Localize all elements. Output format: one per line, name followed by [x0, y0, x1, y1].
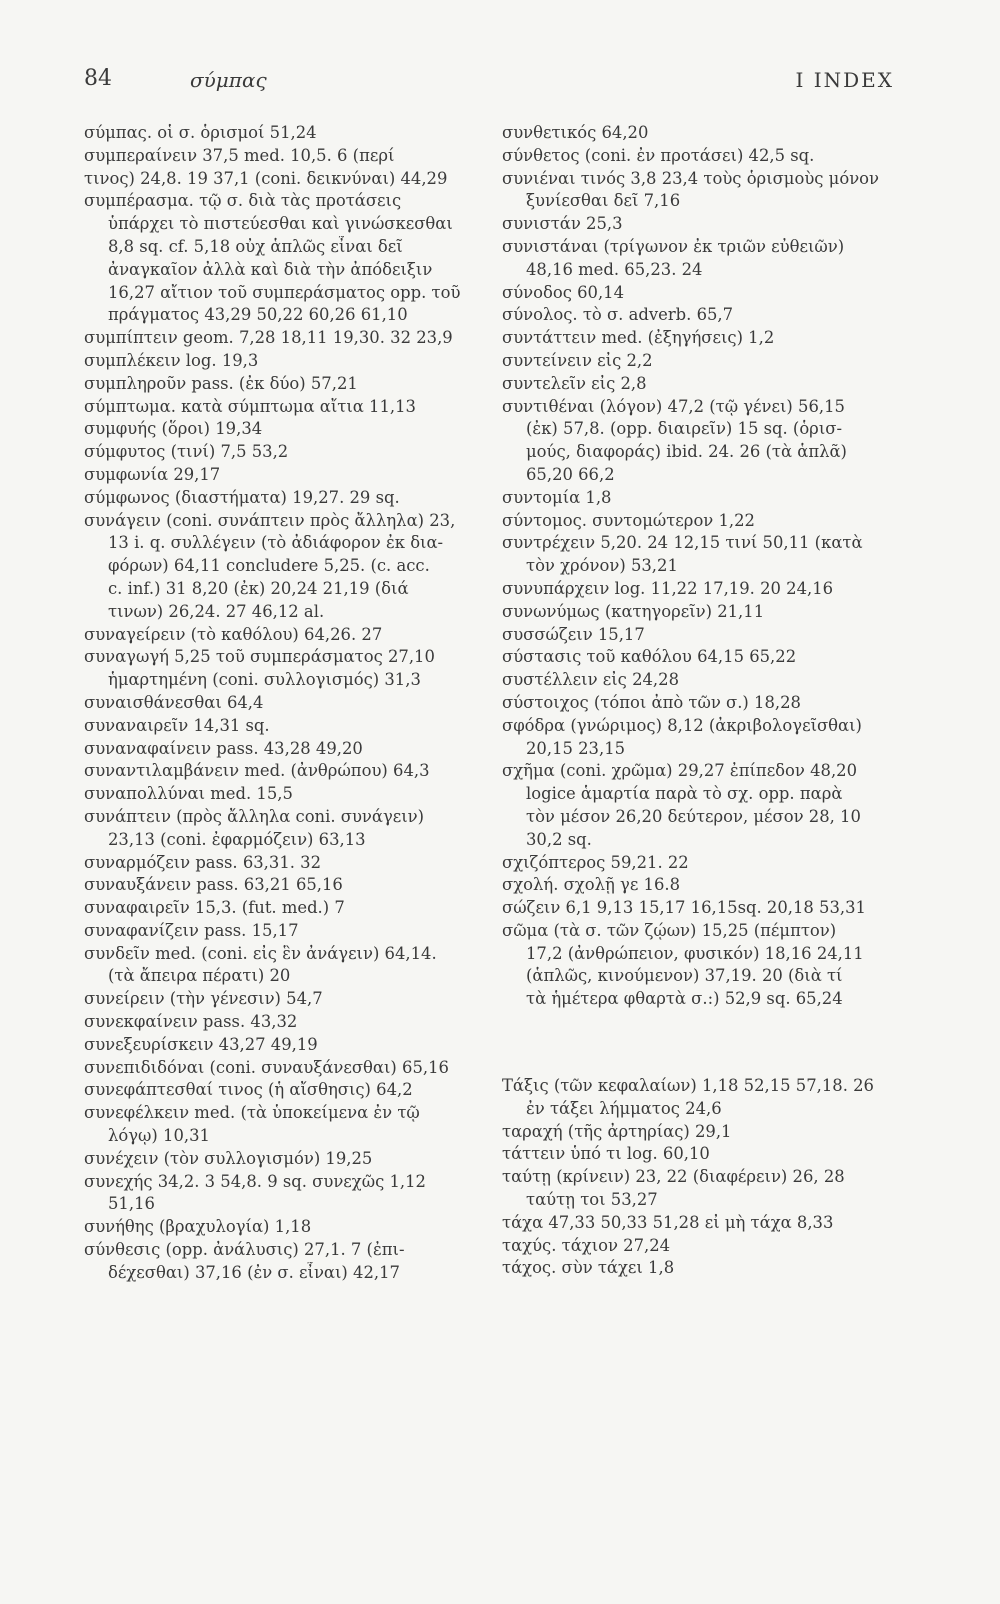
index-entry-line: συντελεῖν εἰς 2,8 [502, 373, 647, 393]
index-entry-line: συνέχειν (τὸν συλλογισμόν) 19,25 [84, 1148, 373, 1168]
index-entry-line: λόγῳ) 10,31 [108, 1126, 210, 1146]
index-entry-line: 65,20 66,2 [526, 464, 615, 484]
letter-group-gap [502, 1011, 897, 1075]
index-entry-line: συναυξάνειν pass. 63,21 65,16 [84, 875, 343, 895]
index-entry-line: σύνολος. τὸ σ. adverb. 65,7 [502, 305, 734, 325]
index-entry-line: συμφυής (ὅροι) 19,34 [84, 419, 263, 439]
index-entry-line: συνεχής 34,2. 3 54,8. 9 sq. συνεχῶς 1,12 [84, 1171, 426, 1191]
index-entry-line: σύστασις τοῦ καθόλου 64,15 65,22 [502, 647, 797, 667]
index-entry-line: συνεκφαίνειν pass. 43,32 [84, 1012, 298, 1032]
index-entry-line: τὰ ἡμέτερα φθαρτὰ σ.:) 52,9 sq. 65,24 [526, 989, 843, 1009]
index-entry-line: (τὰ ἄπειρα πέρατι) 20 [108, 966, 291, 986]
index-entry-line: σώζειν 6,1 9,13 15,17 16,15sq. 20,18 53,31 [502, 898, 866, 918]
index-entry-line: συνωνύμως (κατηγορεῖν) 21,11 [502, 601, 765, 621]
index-column-left [84, 122, 479, 1285]
index-entry-line: συνείρειν (τὴν γένεσιν) 54,7 [84, 989, 323, 1009]
section-title: I INDEX [795, 68, 894, 92]
index-entry-line: 30,2 sq. [526, 829, 592, 849]
index-entry-line: σφόδρα (γνώριμος) 8,12 (ἀκριβολογεῖσθαι) [502, 715, 862, 735]
index-entry-line: συντείνειν εἰς 2,2 [502, 350, 653, 370]
index-entry-line: σχιζόπτερος 59,21. 22 [502, 852, 689, 872]
index-entry-line: συναφανίζειν pass. 15,17 [84, 920, 299, 940]
index-entry-line: συμπλέκειν log. 19,3 [84, 350, 259, 370]
index-entry-line: τινος) 24,8. 19 37,1 (coni. δεικνύναι) 44,29 [84, 168, 448, 188]
index-entry-line: ταύτῃ (κρίνειν) 23, 22 (διαφέρειν) 26, 28 [502, 1167, 845, 1187]
index-entry-line: συνεξευρίσκειν 43,27 49,19 [84, 1034, 318, 1054]
index-entry-line: τάττειν ὑπό τι log. 60,10 [502, 1144, 710, 1164]
index-entry-line: συναισθάνεσθαι 64,4 [84, 692, 264, 712]
index-entry-line: συνεφέλκειν med. (τὰ ὑποκείμενα ἐν τῷ [84, 1103, 420, 1123]
index-entry-line: ἀναγκαῖον ἀλλὰ καὶ διὰ τὴν ἀπόδειξιν [108, 259, 433, 279]
index-entry-line: συνάπτειν (πρὸς ἄλληλα coni. συνάγειν) [84, 806, 425, 826]
index-entry-line: σύνοδος 60,14 [502, 282, 625, 302]
index-entry-line: σύνθετος (coni. ἐν προτάσει) 42,5 sq. [502, 145, 815, 165]
index-entry-line: σύμφωνος (διαστήματα) 19,27. 29 sq. [84, 487, 400, 507]
index-column-right [502, 122, 897, 1280]
index-entry-line: πράγματος 43,29 50,22 60,26 61,10 [108, 305, 408, 325]
index-entry-line: σῶμα (τὰ σ. τῶν ζῴων) 15,25 (πέμπτον) [502, 920, 837, 940]
index-entry-line: συμπεραίνειν 37,5 med. 10,5. 6 (περί [84, 145, 395, 165]
index-entry-line: συναρμόζειν pass. 63,31. 32 [84, 852, 322, 872]
index-entry-line: 8,8 sq. cf. 5,18 οὐχ ἁπλῶς εἶναι δεῖ [108, 236, 403, 256]
index-entry-line: συνιέναι τινός 3,8 23,4 τοὺς ὁρισμοὺς μόνον [502, 168, 880, 188]
index-entry-line: σύστοιχος (τόποι ἀπὸ τῶν σ.) 18,28 [502, 692, 801, 712]
index-entry-line: συνιστάναι (τρίγωνον ἐκ τριῶν εὐθειῶν) [502, 236, 845, 256]
index-entry-line: συναγωγή 5,25 τοῦ συμπεράσματος 27,10 [84, 647, 435, 667]
index-entry-line: ταχύς. τάχιον 27,24 [502, 1235, 671, 1255]
index-entry-line: τὸν χρόνον) 53,21 [526, 556, 678, 576]
index-entry-line: συνιστάν 25,3 [502, 214, 623, 234]
index-entry-line: 16,27 αἴτιον τοῦ συμπεράσματος opp. τοῦ [108, 282, 461, 302]
page-number: 84 [84, 66, 112, 91]
index-entry-line: δέχεσθαι) 37,16 (ἐν σ. εἶναι) 42,17 [108, 1262, 400, 1282]
index-entry-line: συναντιλαμβάνειν med. (ἀνθρώπου) 64,3 [84, 761, 430, 781]
index-entry-line: συντομία 1,8 [502, 487, 612, 507]
index-entry-line: 17,2 (ἀνθρώπειον, φυσικόν) 18,16 24,11 [526, 943, 864, 963]
index-entry-line: ὑπάρχει τὸ πιστεύεσθαι καὶ γινώσκεσθαι [108, 214, 453, 234]
index-entry-line: σύμπτωμα. κατὰ σύμπτωμα αἴτια 11,13 [84, 396, 416, 416]
index-entry-line: συνεφάπτεσθαί τινος (ἡ αἴσθησις) 64,2 [84, 1080, 413, 1100]
index-entry-line: Τάξις (τῶν κεφαλαίων) 1,18 52,15 57,18. 26 [502, 1076, 874, 1096]
index-entry-line: σύμφυτος (τινί) 7,5 53,2 [84, 442, 289, 462]
index-entry-line: συστέλλειν εἰς 24,28 [502, 670, 679, 690]
index-entry-line: συνδεῖν med. (coni. εἰς ἓν ἀνάγειν) 64,14. [84, 943, 437, 963]
index-entry-line: συμπίπτειν geom. 7,28 18,11 19,30. 32 23,9 [84, 328, 453, 348]
index-entry-line: 23,13 (coni. ἐφαρμόζειν) 63,13 [108, 829, 366, 849]
index-entry-line: 20,15 23,15 [526, 738, 626, 758]
index-entry-line: σύντομος. συντομώτερον 1,22 [502, 510, 755, 530]
index-entry-line: φόρων) 64,11 concludere 5,25. (c. acc. [108, 556, 430, 576]
index-entry-line: ταύτῃ τοι 53,27 [526, 1190, 658, 1210]
index-entry-line: συμπληροῦν pass. (ἐκ δύο) 57,21 [84, 373, 358, 393]
running-head: σύμπας [190, 68, 267, 92]
index-entry-line: τάχα 47,33 50,33 51,28 εἰ μὴ τάχα 8,33 [502, 1212, 834, 1232]
index-entry-line: (ἐκ) 57,8. (opp. διαιρεῖν) 15 sq. (ὁρισ- [526, 419, 842, 439]
index-entry-line: ἡμαρτημένη (coni. συλλογισμός) 31,3 [108, 670, 421, 690]
index-entry-line: ταραχή (τῆς ἀρτηρίας) 29,1 [502, 1121, 732, 1141]
index-entry-line: σχολή. σχολῇ γε 16.8 [502, 875, 681, 895]
index-entry-line: συνάγειν (coni. συνάπτειν πρὸς ἄλληλα) 23, [84, 510, 456, 530]
index-entry-line: σχῆμα (coni. χρῶμα) 29,27 ἐπίπεδον 48,20 [502, 761, 858, 781]
index-entry-line: συμφωνία 29,17 [84, 464, 221, 484]
index-entry-line: συναγείρειν (τὸ καθόλου) 64,26. 27 [84, 624, 383, 644]
index-entry-line: ἐν τάξει λήμματος 24,6 [526, 1098, 722, 1118]
index-entry-line: 13 i. q. συλλέγειν (τὸ ἀδιάφορον ἐκ δια- [108, 533, 444, 553]
index-entry-line: συντιθέναι (λόγον) 47,2 (τῷ γένει) 56,15 [502, 396, 845, 416]
index-entry-line: συντάττειν med. (ἐξηγήσεις) 1,2 [502, 328, 775, 348]
index-entry-line: σύμπας. οἱ σ. ὁρισμοί 51,24 [84, 123, 317, 142]
index-entry-line: (ἁπλῶς, κινούμενον) 37,19. 20 (διὰ τί [526, 966, 843, 986]
index-entry-line: σύνθεσις (opp. ἀνάλυσις) 27,1. 7 (ἐπι- [84, 1240, 405, 1260]
index-entry-line: τινων) 26,24. 27 46,12 al. [108, 601, 325, 621]
index-entry-line: c. inf.) 31 8,20 (ἐκ) 20,24 21,19 (διά [108, 578, 409, 598]
index-entry-line: συναναιρεῖν 14,31 sq. [84, 715, 270, 735]
index-entry-line: τάχος. σὺν τάχει 1,8 [502, 1258, 675, 1278]
index-entry-line: συναπολλύναι med. 15,5 [84, 784, 293, 804]
index-entry-line: μούς, διαφοράς) ibid. 24. 26 (τὰ ἁπλᾶ) [526, 442, 847, 462]
index-entry-line: ξυνίεσθαι δεῖ 7,16 [526, 191, 681, 211]
index-entry-line: 51,16 [108, 1194, 155, 1214]
page-header [84, 66, 894, 100]
index-entry-line: συσσώζειν 15,17 [502, 624, 645, 644]
index-entry-line: συνήθης (βραχυλογία) 1,18 [84, 1217, 312, 1237]
index-entry-line: συναφαιρεῖν 15,3. (fut. med.) 7 [84, 898, 345, 918]
index-entry-line: συνθετικός 64,20 [502, 123, 649, 142]
index-entry-line: συντρέχειν 5,20. 24 12,15 τινί 50,11 (κατὰ [502, 533, 863, 553]
index-entry-line: συμπέρασμα. τῷ σ. διὰ τὰς προτάσεις [84, 191, 402, 211]
index-entry-line: συνεπιδιδόναι (coni. συναυξάνεσθαι) 65,16 [84, 1057, 449, 1077]
index-entry-line: τὸν μέσον 26,20 δεύτερον, μέσον 28, 10 [526, 806, 861, 826]
index-entry-line: συνυπάρχειν log. 11,22 17,19. 20 24,16 [502, 578, 834, 598]
index-entry-line: συναναφαίνειν pass. 43,28 49,20 [84, 738, 363, 758]
index-entry-line: 48,16 med. 65,23. 24 [526, 259, 703, 279]
index-entry-line: logice ἁμαρτία παρὰ τὸ σχ. opp. παρὰ [526, 784, 843, 804]
